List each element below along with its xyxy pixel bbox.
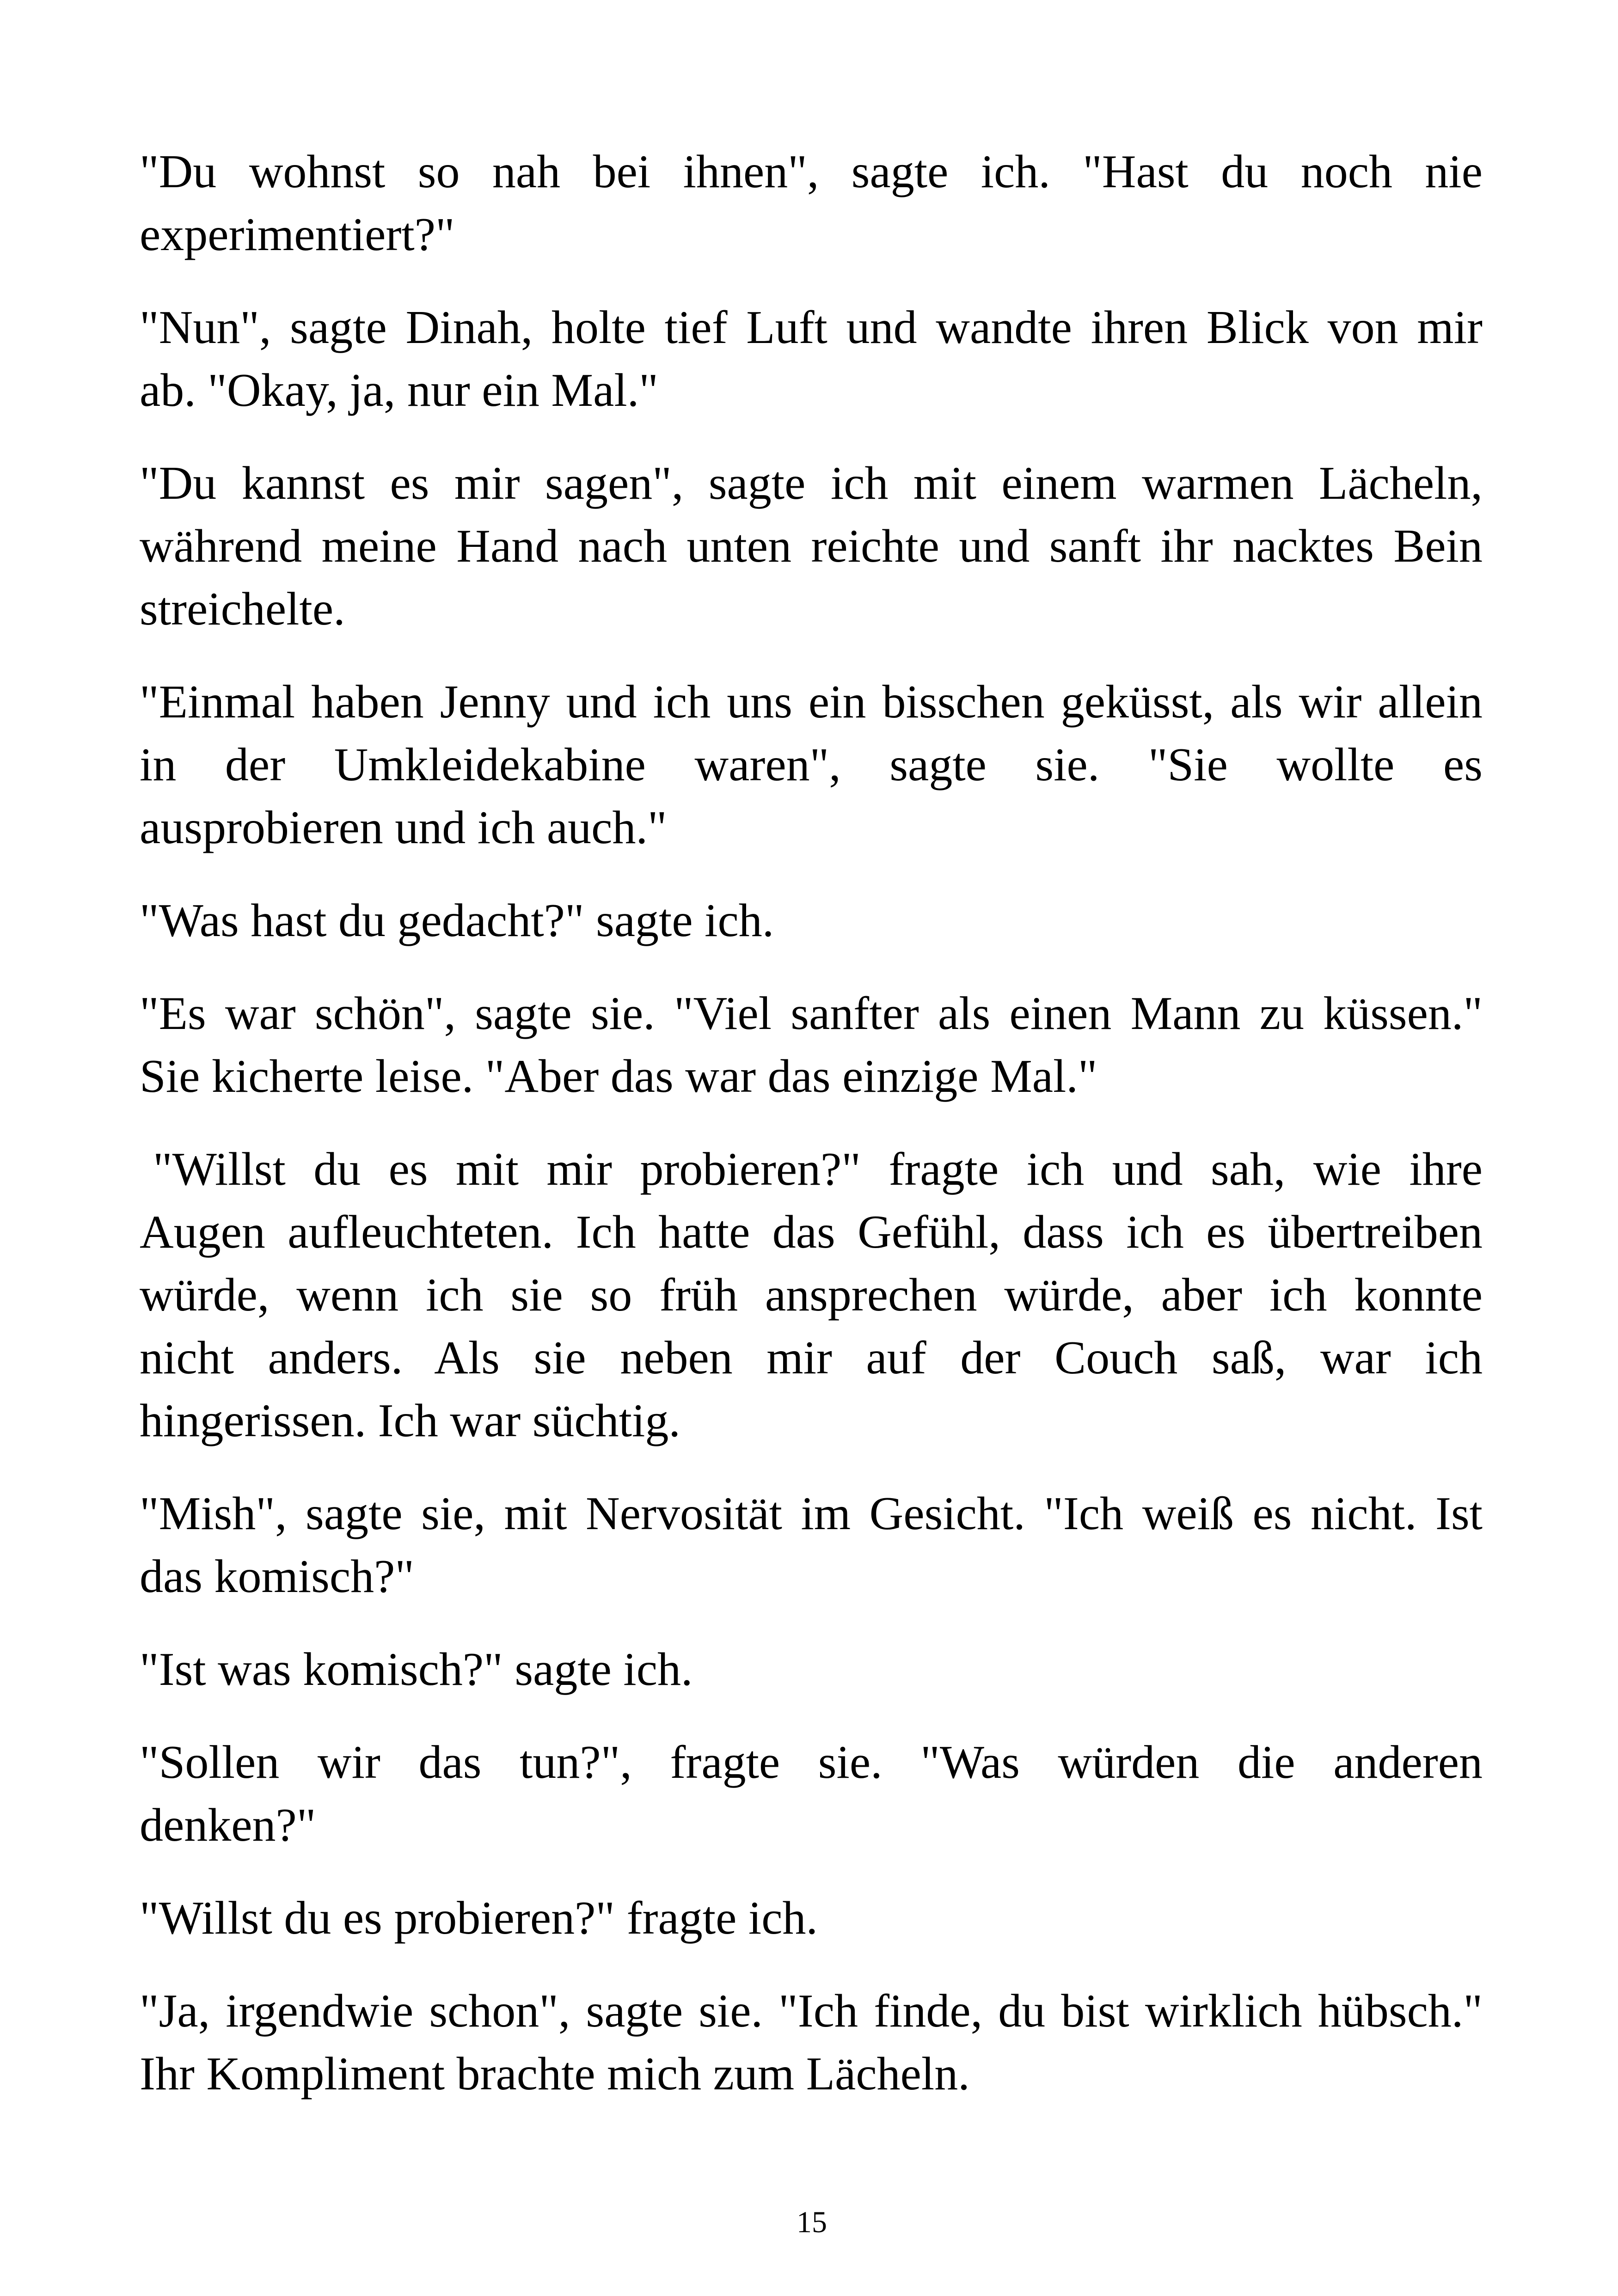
text-line: "Du wohnst so nah bei ihnen", sagte ich. "Hast du noch nie: [140, 146, 1483, 198]
text-line: "Einmal haben Jenny und ich uns ein bisschen geküsst, als wir allein: [140, 676, 1483, 728]
text-line: hingerissen. Ich war süchtig.: [140, 1395, 680, 1447]
text-line: Sie kicherte leise. "Aber das war das einzige Mal.": [140, 1050, 1097, 1102]
paragraph: [140, 1638, 1483, 1701]
text-line: "Willst du es mit mir probieren?" fragte ich und sah, wie ihre: [153, 1143, 1483, 1195]
text-line: Augen aufleuchteten. Ich hatte das Gefühl, dass ich es übertreiben: [140, 1206, 1483, 1258]
paragraph: [140, 1731, 1483, 1857]
text-line: Ihr Kompliment brachte mich zum Lächeln.: [140, 2048, 970, 2100]
text-line: experimentiert?": [140, 208, 455, 261]
text-line: streichelte.: [140, 583, 345, 635]
text-line: "Willst du es probieren?" fragte ich.: [140, 1892, 818, 1944]
paragraph: [140, 889, 1483, 952]
paragraph: [140, 452, 1483, 641]
paragraph: [140, 671, 1483, 859]
text-line: ausprobieren und ich auch.": [140, 802, 667, 854]
text-line: "Ist was komisch?" sagte ich.: [140, 1643, 693, 1696]
text-line: das komisch?": [140, 1550, 415, 1603]
text-line: "Nun", sagte Dinah, holte tief Luft und wandte ihren Blick von mir: [140, 301, 1483, 354]
text-line: "Was hast du gedacht?" sagte ich.: [140, 894, 774, 947]
text-line: "Du kannst es mir sagen", sagte ich mit einem warmen Lächeln,: [140, 457, 1483, 509]
paragraph: [140, 1980, 1483, 2106]
body-text: [140, 141, 1483, 2136]
text-line: denken?": [140, 1799, 316, 1851]
page-number: 15: [797, 2205, 827, 2239]
text-line: während meine Hand nach unten reichte und sanft ihr nacktes Bein: [140, 520, 1483, 572]
text-line: "Mish", sagte sie, mit Nervosität im Gesicht. "Ich weiß es nicht. Ist: [140, 1488, 1483, 1540]
paragraph: [140, 1138, 1483, 1452]
text-line: "Sollen wir das tun?", fragte sie. "Was würden die anderen: [140, 1736, 1483, 1788]
paragraph: [140, 982, 1483, 1108]
paragraph: [140, 1482, 1483, 1608]
paragraph: [140, 141, 1483, 266]
text-line: nicht anders. Als sie neben mir auf der Couch saß, war ich: [140, 1332, 1483, 1384]
paragraph: [140, 296, 1483, 422]
text-line: "Ja, irgendwie schon", sagte sie. "Ich finde, du bist wirklich hübsch.": [140, 1985, 1483, 2037]
text-line: in der Umkleidekabine waren", sagte sie. "Sie wollte es: [140, 739, 1483, 791]
text-line: "Es war schön", sagte sie. "Viel sanfter als einen Mann zu küssen.": [140, 987, 1483, 1040]
paragraph: [140, 1887, 1483, 1950]
text-line: würde, wenn ich sie so früh ansprechen würde, aber ich konnte: [140, 1269, 1483, 1321]
text-line: ab. "Okay, ja, nur ein Mal.": [140, 364, 658, 416]
